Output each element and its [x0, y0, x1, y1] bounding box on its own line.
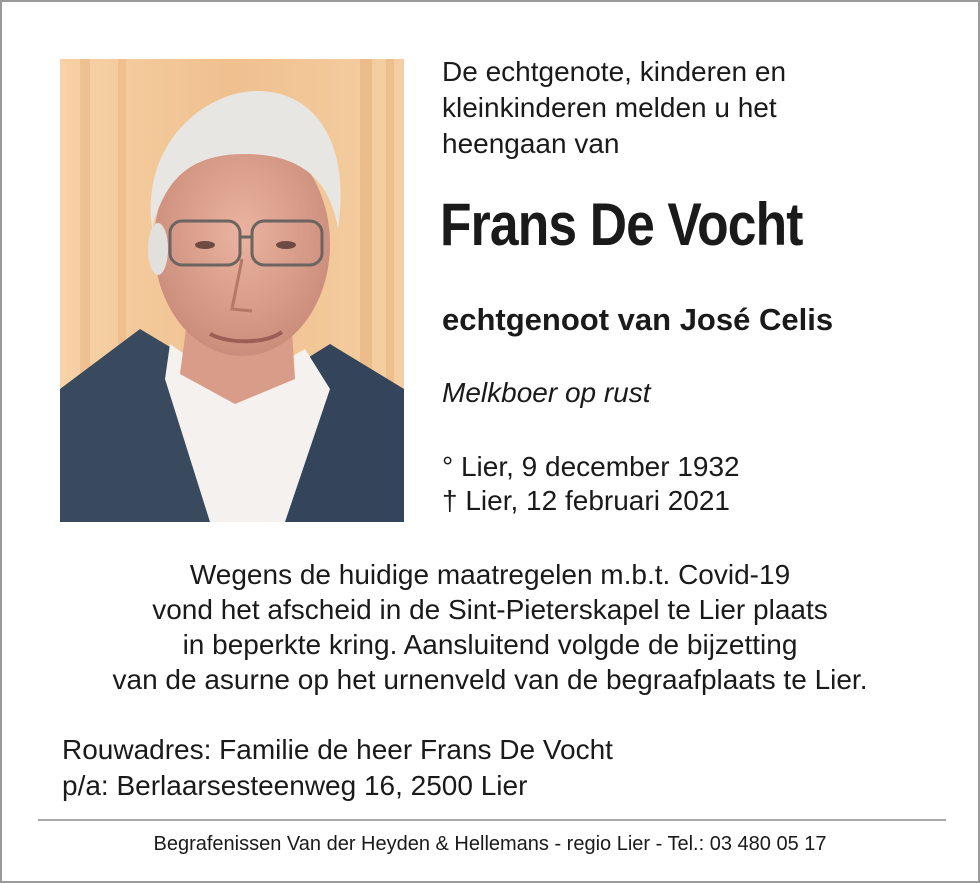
portrait-illustration: [60, 59, 404, 522]
birth-date: ° Lier, 9 december 1932: [442, 451, 740, 482]
undertaker-footer: Begrafenissen Van der Heyden & Hellemans - regio Lier - Tel.: 03 480 05 17: [153, 833, 827, 855]
spouse-line: echtgenoot van José Celis: [442, 302, 834, 337]
notice-line: van de asurne op het urnenveld van de begraafplaats te Lier.: [112, 664, 868, 695]
address-line: p/a: Berlaarsesteenweg 16, 2500 Lier: [62, 770, 528, 801]
intro-text: [442, 54, 962, 162]
mourning-address: [62, 732, 613, 804]
deceased-name: Frans De Vocht: [440, 191, 803, 258]
portrait-photo: [60, 59, 404, 522]
funeral-notice: [2, 557, 978, 697]
divider: [38, 819, 946, 821]
intro-line: heengaan van: [442, 128, 620, 159]
address-line: Rouwadres: Familie de heer Frans De Vocht: [62, 734, 613, 765]
life-dates: [442, 450, 740, 518]
intro-line: kleinkinderen melden u het: [442, 92, 777, 123]
intro-line: De echtgenote, kinderen en: [442, 56, 787, 87]
occupation: Melkboer op rust: [442, 377, 651, 408]
notice-line: Wegens de huidige maatregelen m.b.t. Covid-19: [189, 559, 791, 590]
notice-line: in beperkte kring. Aansluitend volgde de bijzetting: [182, 629, 798, 660]
death-date: † Lier, 12 februari 2021: [442, 485, 730, 516]
notice-line: vond het afscheid in de Sint-Pieterskapel te Lier plaats: [152, 594, 828, 625]
